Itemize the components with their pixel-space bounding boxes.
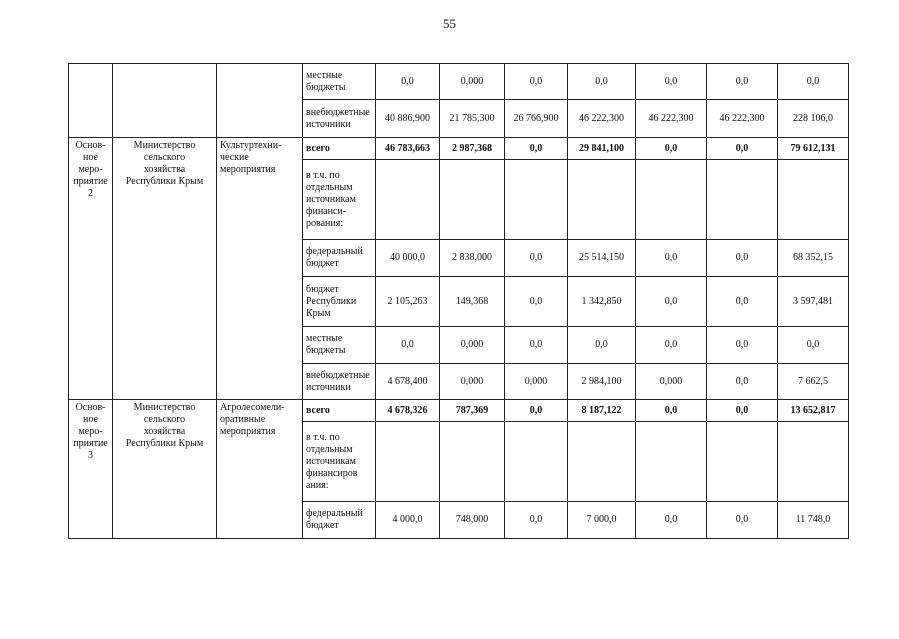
value-cell	[778, 160, 849, 240]
value-cell: 0,0	[636, 400, 707, 422]
value-cell	[568, 422, 636, 502]
value-cell: 21 785,300	[440, 100, 505, 138]
value-cell: 0,0	[636, 502, 707, 539]
value-cell: 79 612,131	[778, 138, 849, 160]
value-cell	[707, 422, 778, 502]
executor-cell	[113, 64, 217, 138]
value-cell: 13 652,817	[778, 400, 849, 422]
table-row	[69, 400, 849, 422]
value-cell	[376, 422, 440, 502]
funding-source-cell: местные бюджеты	[303, 64, 376, 100]
value-cell: 0,0	[376, 327, 440, 364]
value-cell: 0,0	[707, 502, 778, 539]
funding-source-cell: всего	[303, 138, 376, 160]
value-cell: 0,0	[636, 240, 707, 277]
value-cell: 0,0	[636, 327, 707, 364]
value-cell: 0,0	[636, 277, 707, 327]
funding-source-cell: внебюджетные источники	[303, 100, 376, 138]
value-cell: 228 106,0	[778, 100, 849, 138]
value-cell: 4 678,326	[376, 400, 440, 422]
funding-source-cell: местные бюджеты	[303, 327, 376, 364]
value-cell: 40 886,900	[376, 100, 440, 138]
funding-source-cell: внебюджетные источники	[303, 364, 376, 400]
value-cell: 46 222,300	[568, 100, 636, 138]
value-cell: 4 678,400	[376, 364, 440, 400]
funding-source-cell: всего	[303, 400, 376, 422]
value-cell: 0,0	[505, 400, 568, 422]
event-cell: Основ- ное меро- приятие 3	[69, 400, 113, 539]
value-cell: 0,0	[505, 138, 568, 160]
value-cell: 11 748,0	[778, 502, 849, 539]
value-cell	[636, 160, 707, 240]
value-cell: 26 766,900	[505, 100, 568, 138]
activity-cell: Агролесомели- оративные мероприятия	[217, 400, 303, 539]
value-cell	[505, 422, 568, 502]
value-cell: 0,0	[707, 327, 778, 364]
value-cell: 1 342,850	[568, 277, 636, 327]
value-cell	[440, 422, 505, 502]
value-cell: 0,000	[440, 364, 505, 400]
value-cell: 0,0	[636, 64, 707, 100]
value-cell: 0,0	[568, 64, 636, 100]
value-cell: 0,000	[440, 327, 505, 364]
value-cell: 0,0	[636, 138, 707, 160]
budget-table	[68, 63, 849, 539]
value-cell: 0,000	[440, 64, 505, 100]
event-cell	[69, 64, 113, 138]
value-cell: 149,368	[440, 277, 505, 327]
value-cell: 7 000,0	[568, 502, 636, 539]
value-cell: 0,0	[505, 327, 568, 364]
value-cell: 3 597,481	[778, 277, 849, 327]
value-cell	[505, 160, 568, 240]
value-cell: 0,0	[778, 327, 849, 364]
value-cell	[707, 160, 778, 240]
event-cell: Основ- ное меро- приятие 2	[69, 138, 113, 400]
value-cell: 2 984,100	[568, 364, 636, 400]
value-cell: 4 000,0	[376, 502, 440, 539]
value-cell: 0,000	[636, 364, 707, 400]
value-cell	[778, 422, 849, 502]
value-cell: 7 662,5	[778, 364, 849, 400]
value-cell	[636, 422, 707, 502]
value-cell: 0,0	[707, 364, 778, 400]
value-cell: 0,0	[707, 138, 778, 160]
value-cell: 46 222,300	[636, 100, 707, 138]
value-cell: 46 222,300	[707, 100, 778, 138]
value-cell: 2 105,263	[376, 277, 440, 327]
funding-source-cell: бюджет Республики Крым	[303, 277, 376, 327]
value-cell	[440, 160, 505, 240]
value-cell: 0,0	[505, 277, 568, 327]
value-cell: 2 987,368	[440, 138, 505, 160]
funding-source-cell: федеральный бюджет	[303, 502, 376, 539]
value-cell: 40 000,0	[376, 240, 440, 277]
value-cell: 0,0	[707, 240, 778, 277]
value-cell: 46 783,663	[376, 138, 440, 160]
value-cell: 25 514,150	[568, 240, 636, 277]
funding-source-cell: федеральный бюджет	[303, 240, 376, 277]
executor-cell: Министерство сельского хозяйства Республики Крым	[113, 138, 217, 400]
value-cell: 2 838,000	[440, 240, 505, 277]
activity-cell	[217, 64, 303, 138]
value-cell	[568, 160, 636, 240]
funding-source-cell: в т.ч. по отдельным источникам финанси- рования:	[303, 160, 376, 240]
value-cell: 0,0	[376, 64, 440, 100]
value-cell: 0,0	[505, 502, 568, 539]
value-cell: 0,0	[505, 64, 568, 100]
value-cell: 29 841,100	[568, 138, 636, 160]
value-cell: 0,0	[778, 64, 849, 100]
activity-cell: Культуртехни- ческие мероприятия	[217, 138, 303, 400]
page-number: 55	[443, 16, 456, 31]
funding-source-cell: в т.ч. по отдельным источникам финансиров ания:	[303, 422, 376, 502]
value-cell: 68 352,15	[778, 240, 849, 277]
value-cell: 8 187,122	[568, 400, 636, 422]
value-cell: 0,000	[505, 364, 568, 400]
value-cell: 0,0	[707, 64, 778, 100]
table-row	[69, 138, 849, 160]
value-cell: 0,0	[707, 277, 778, 327]
value-cell: 0,0	[707, 400, 778, 422]
value-cell: 748,000	[440, 502, 505, 539]
value-cell: 0,0	[505, 240, 568, 277]
table-row	[69, 64, 849, 100]
executor-cell: Министерство сельского хозяйства Республики Крым	[113, 400, 217, 539]
value-cell: 787,369	[440, 400, 505, 422]
value-cell	[376, 160, 440, 240]
value-cell: 0,0	[568, 327, 636, 364]
